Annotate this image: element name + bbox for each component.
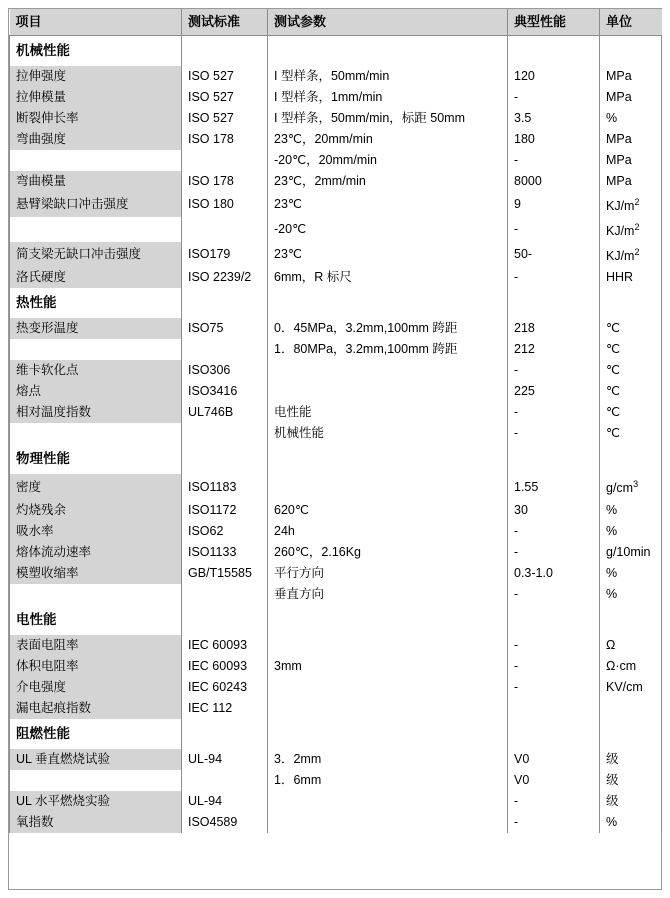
test-parameters xyxy=(268,474,508,499)
section-empty-cell xyxy=(508,719,600,749)
typical-value: - xyxy=(508,217,600,242)
table-row xyxy=(10,584,662,605)
column-header-typical-value: 典型性能 xyxy=(508,9,600,36)
test-parameters: 电性能 xyxy=(268,402,508,423)
test-standard: UL-94 xyxy=(182,791,268,812)
unit: g/10min xyxy=(600,542,662,563)
table-header-row xyxy=(10,9,662,36)
property-name: 拉伸模量 xyxy=(10,87,182,108)
section-empty-cell xyxy=(268,605,508,635)
typical-value: - xyxy=(508,656,600,677)
section-empty-cell xyxy=(508,444,600,474)
unit: $KJ/m^2$ xyxy=(600,217,662,242)
table-row xyxy=(10,656,662,677)
typical-value: 8000 xyxy=(508,171,600,192)
table-row xyxy=(10,677,662,698)
unit-superscript: 3 xyxy=(633,479,639,490)
test-standard: GB/T15585 xyxy=(182,563,268,584)
test-parameters: 1．6mm xyxy=(268,770,508,791)
property-name: 简支梁无缺口冲击强度 xyxy=(10,242,182,267)
unit: KV/cm xyxy=(600,677,662,698)
unit: 级 xyxy=(600,770,662,791)
table-row xyxy=(10,150,662,171)
test-standard: ISO306 xyxy=(182,360,268,381)
table-row xyxy=(10,791,662,812)
typical-value: 218 xyxy=(508,318,600,339)
section-empty-cell xyxy=(268,288,508,318)
property-name xyxy=(10,150,182,171)
typical-value: - xyxy=(508,635,600,656)
test-parameters: 23℃ xyxy=(268,242,508,267)
section-empty-cell xyxy=(268,719,508,749)
section-empty-cell xyxy=(600,719,662,749)
typical-value: 1.55 xyxy=(508,474,600,499)
typical-value: - xyxy=(508,812,600,833)
test-standard: ISO 527 xyxy=(182,66,268,87)
section-empty-cell xyxy=(508,288,600,318)
property-name: UL 垂直燃烧试验 xyxy=(10,749,182,770)
table-row xyxy=(10,402,662,423)
test-parameters xyxy=(268,360,508,381)
typical-value: - xyxy=(508,150,600,171)
property-name: 密度 xyxy=(10,474,182,499)
unit: $KJ/m^2$ xyxy=(600,192,662,217)
unit: $KJ/m^2$ xyxy=(600,242,662,267)
property-name: 断裂伸长率 xyxy=(10,108,182,129)
table-row xyxy=(10,381,662,402)
typical-value: 9 xyxy=(508,192,600,217)
typical-value: - xyxy=(508,360,600,381)
unit: ℃ xyxy=(600,381,662,402)
section-title: 电性能 xyxy=(10,605,182,635)
section-empty-cell xyxy=(508,605,600,635)
section-empty-cell xyxy=(268,444,508,474)
unit: Ω·cm xyxy=(600,656,662,677)
test-parameters: I 型样条，50mm/min，标距 50mm xyxy=(268,108,508,129)
table-row xyxy=(10,698,662,719)
test-parameters: 6mm，R 标尺 xyxy=(268,267,508,288)
property-name: 洛氏硬度 xyxy=(10,267,182,288)
typical-value: - xyxy=(508,87,600,108)
unit: % xyxy=(600,584,662,605)
test-standard xyxy=(182,150,268,171)
table-row xyxy=(10,563,662,584)
property-name: 体积电阻率 xyxy=(10,656,182,677)
unit: % xyxy=(600,521,662,542)
section-title: 阻燃性能 xyxy=(10,719,182,749)
table-row xyxy=(10,500,662,521)
typical-value: 30 xyxy=(508,500,600,521)
typical-value: - xyxy=(508,791,600,812)
table-row xyxy=(10,770,662,791)
typical-value: 212 xyxy=(508,339,600,360)
section-header-row xyxy=(10,719,662,749)
typical-value: 3.5 xyxy=(508,108,600,129)
section-header-row xyxy=(10,605,662,635)
test-standard: ISO3416 xyxy=(182,381,268,402)
test-standard xyxy=(182,339,268,360)
test-parameters: -20℃，20mm/min xyxy=(268,150,508,171)
section-title: 热性能 xyxy=(10,288,182,318)
material-spec-table xyxy=(9,9,662,833)
test-parameters xyxy=(268,381,508,402)
test-parameters xyxy=(268,677,508,698)
test-parameters: 垂直方向 xyxy=(268,584,508,605)
test-standard: UL-94 xyxy=(182,749,268,770)
property-name: 表面电阻率 xyxy=(10,635,182,656)
typical-value: - xyxy=(508,521,600,542)
test-standard xyxy=(182,217,268,242)
table-row xyxy=(10,521,662,542)
spec-table-container xyxy=(8,8,662,890)
property-name: 弯曲强度 xyxy=(10,129,182,150)
property-name: 弯曲模量 xyxy=(10,171,182,192)
typical-value: - xyxy=(508,423,600,444)
test-parameters: 1．80MPa，3.2mm,100mm 跨距 xyxy=(268,339,508,360)
table-row xyxy=(10,749,662,770)
property-name: 熔体流动速率 xyxy=(10,542,182,563)
table-row xyxy=(10,66,662,87)
section-empty-cell xyxy=(508,36,600,67)
test-standard: ISO4589 xyxy=(182,812,268,833)
test-standard: ISO 2239/2 xyxy=(182,267,268,288)
unit: $g/cm^3$ xyxy=(600,474,662,499)
table-row xyxy=(10,474,662,499)
typical-value: - xyxy=(508,677,600,698)
test-standard: ISO62 xyxy=(182,521,268,542)
unit: MPa xyxy=(600,129,662,150)
test-parameters: 260℃，2.16Kg xyxy=(268,542,508,563)
unit: MPa xyxy=(600,87,662,108)
test-standard: IEC 60243 xyxy=(182,677,268,698)
property-name xyxy=(10,584,182,605)
table-row xyxy=(10,267,662,288)
section-empty-cell xyxy=(600,444,662,474)
test-parameters: 3．2mm xyxy=(268,749,508,770)
property-name: 悬臂梁缺口冲击强度 xyxy=(10,192,182,217)
typical-value xyxy=(508,698,600,719)
test-parameters: -20℃ xyxy=(268,217,508,242)
table-row xyxy=(10,242,662,267)
table-row xyxy=(10,129,662,150)
table-row xyxy=(10,217,662,242)
property-name xyxy=(10,217,182,242)
unit: ℃ xyxy=(600,423,662,444)
test-standard xyxy=(182,770,268,791)
section-empty-cell xyxy=(600,605,662,635)
test-parameters: I 型样条，1mm/min xyxy=(268,87,508,108)
column-header-item: 项目 xyxy=(10,9,182,36)
typical-value: 0.3-1.0 xyxy=(508,563,600,584)
test-standard: ISO 527 xyxy=(182,87,268,108)
property-name: 吸水率 xyxy=(10,521,182,542)
unit: 级 xyxy=(600,749,662,770)
table-row xyxy=(10,87,662,108)
test-parameters xyxy=(268,698,508,719)
unit: MPa xyxy=(600,66,662,87)
unit: HHR xyxy=(600,267,662,288)
test-standard: IEC 60093 xyxy=(182,635,268,656)
table-row xyxy=(10,339,662,360)
section-header-row xyxy=(10,288,662,318)
property-name: 介电强度 xyxy=(10,677,182,698)
unit-superscript: 2 xyxy=(634,247,640,258)
column-header-parameters: 测试参数 xyxy=(268,9,508,36)
section-header-row xyxy=(10,36,662,67)
test-standard: ISO179 xyxy=(182,242,268,267)
table-row xyxy=(10,360,662,381)
typical-value: 180 xyxy=(508,129,600,150)
column-header-unit: 单位 xyxy=(600,9,662,36)
section-empty-cell xyxy=(182,288,268,318)
test-parameters: 620℃ xyxy=(268,500,508,521)
unit: % xyxy=(600,812,662,833)
unit: ℃ xyxy=(600,402,662,423)
unit: ℃ xyxy=(600,360,662,381)
typical-value: V0 xyxy=(508,770,600,791)
section-empty-cell xyxy=(182,444,268,474)
unit: % xyxy=(600,108,662,129)
typical-value: 50- xyxy=(508,242,600,267)
test-parameters xyxy=(268,635,508,656)
test-parameters: 23℃ xyxy=(268,192,508,217)
property-name: 维卡软化点 xyxy=(10,360,182,381)
table-row xyxy=(10,171,662,192)
test-standard xyxy=(182,423,268,444)
test-parameters xyxy=(268,812,508,833)
property-name: UL 水平燃烧实验 xyxy=(10,791,182,812)
test-standard xyxy=(182,584,268,605)
unit xyxy=(600,698,662,719)
section-empty-cell xyxy=(600,288,662,318)
typical-value: 120 xyxy=(508,66,600,87)
unit-superscript: 2 xyxy=(634,197,640,207)
unit: ℃ xyxy=(600,318,662,339)
test-parameters: 机械性能 xyxy=(268,423,508,444)
test-parameters: 3mm xyxy=(268,656,508,677)
test-standard: ISO1172 xyxy=(182,500,268,521)
test-standard: ISO 178 xyxy=(182,171,268,192)
unit: ℃ xyxy=(600,339,662,360)
typical-value: 225 xyxy=(508,381,600,402)
property-name: 氧指数 xyxy=(10,812,182,833)
table-row xyxy=(10,635,662,656)
test-parameters: I 型样条，50mm/min xyxy=(268,66,508,87)
unit: Ω xyxy=(600,635,662,656)
test-standard: ISO75 xyxy=(182,318,268,339)
unit: % xyxy=(600,500,662,521)
property-name: 漏电起痕指数 xyxy=(10,698,182,719)
test-parameters: 23℃，2mm/min xyxy=(268,171,508,192)
property-name: 热变形温度 xyxy=(10,318,182,339)
test-parameters: 平行方向 xyxy=(268,563,508,584)
property-name: 拉伸强度 xyxy=(10,66,182,87)
unit: 级 xyxy=(600,791,662,812)
test-parameters: 23℃，20mm/min xyxy=(268,129,508,150)
property-name xyxy=(10,423,182,444)
test-standard: ISO 178 xyxy=(182,129,268,150)
section-empty-cell xyxy=(182,719,268,749)
column-header-standard: 测试标准 xyxy=(182,9,268,36)
property-name: 灼烧残余 xyxy=(10,500,182,521)
section-empty-cell xyxy=(600,36,662,67)
table-row xyxy=(10,318,662,339)
unit: % xyxy=(600,563,662,584)
test-standard: ISO1133 xyxy=(182,542,268,563)
unit-superscript: 2 xyxy=(634,222,640,233)
test-standard: UL746B xyxy=(182,402,268,423)
property-name: 熔点 xyxy=(10,381,182,402)
test-parameters: 24h xyxy=(268,521,508,542)
table-row xyxy=(10,423,662,444)
test-standard: IEC 60093 xyxy=(182,656,268,677)
table-row xyxy=(10,542,662,563)
section-title: 机械性能 xyxy=(10,36,182,67)
property-name xyxy=(10,339,182,360)
section-title: 物理性能 xyxy=(10,444,182,474)
typical-value: - xyxy=(508,402,600,423)
property-name: 相对温度指数 xyxy=(10,402,182,423)
test-standard: ISO 527 xyxy=(182,108,268,129)
unit: MPa xyxy=(600,171,662,192)
typical-value: - xyxy=(508,542,600,563)
section-empty-cell xyxy=(182,36,268,67)
test-standard: IEC 112 xyxy=(182,698,268,719)
table-row xyxy=(10,108,662,129)
typical-value: - xyxy=(508,584,600,605)
test-standard: ISO1183 xyxy=(182,474,268,499)
property-name xyxy=(10,770,182,791)
typical-value: V0 xyxy=(508,749,600,770)
table-body xyxy=(10,36,662,833)
unit: MPa xyxy=(600,150,662,171)
table-row xyxy=(10,812,662,833)
property-name: 模塑收缩率 xyxy=(10,563,182,584)
test-parameters xyxy=(268,791,508,812)
section-empty-cell xyxy=(268,36,508,67)
test-parameters: 0．45MPa，3.2mm,100mm 跨距 xyxy=(268,318,508,339)
test-standard: ISO 180 xyxy=(182,192,268,217)
section-empty-cell xyxy=(182,605,268,635)
section-header-row xyxy=(10,444,662,474)
table-row xyxy=(10,192,662,217)
typical-value: - xyxy=(508,267,600,288)
